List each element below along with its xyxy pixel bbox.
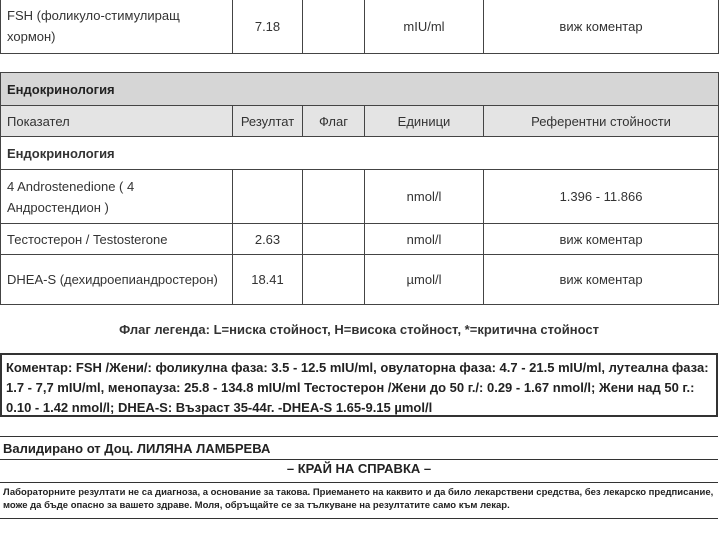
comment-box: Коментар: FSH /Жени/: фоликулна фаза: 3.5 - 12.5 mIU/ml, овулаторна фаза: 4.7 - 21.5 mIU/ml, лутеална фаза: 1.7 - 7,7 mIU/ml, менопауза: 25.8 - 134.8 mIU/ml Тестостерон /Жени до 50 г./: 0.29 - 1.67 nmol/l; Жени над 50 г.: 0.10 - 1.42 nmol/l; DHEA-S: Възраст 35-44г. -DHEA-S 1.65-9.15 µmol/l — [0, 353, 718, 417]
test-units: mIU/ml — [365, 0, 484, 54]
section-title: Ендокринология — [1, 73, 719, 106]
disclaimer: Лабораторните резултати не са диагноза, а основание за такова. Приемането на каквито и да било лекарствени средства, без лекарско предписание, може да бъде опасно за вашето здраве. Моля, обръщайте се за тълкуване на резултатите само към лекар. — [0, 482, 718, 515]
subsection-row — [1, 137, 719, 170]
fsh-table — [0, 0, 719, 54]
test-name: DHEA-S (дехидроепиандростерон) — [1, 255, 233, 305]
table-row — [1, 224, 719, 255]
test-reference: виж коментар — [484, 255, 719, 305]
bottom-divider — [0, 518, 718, 519]
header-reference: Референтни стойности — [484, 106, 719, 137]
test-units: nmol/l — [365, 224, 484, 255]
header-flag: Флаг — [303, 106, 365, 137]
test-units: nmol/l — [365, 170, 484, 224]
section-header-row — [1, 73, 719, 106]
test-name: FSH (фоликуло-стимулиращ хормон) — [1, 0, 233, 54]
test-reference: виж коментар — [484, 224, 719, 255]
column-header-row — [1, 106, 719, 137]
test-flag — [303, 255, 365, 305]
test-reference: 1.396 - 11.866 — [484, 170, 719, 224]
test-result: 2.63 — [233, 224, 303, 255]
header-name: Показател — [1, 106, 233, 137]
test-result — [233, 170, 303, 224]
test-flag — [303, 170, 365, 224]
test-units: µmol/l — [365, 255, 484, 305]
table-row — [1, 170, 719, 224]
test-result: 7.18 — [233, 0, 303, 54]
flag-legend: Флаг легенда: L=ниска стойност, H=висока стойност, *=критична стойност — [119, 322, 599, 337]
test-flag — [303, 0, 365, 54]
subsection-title: Ендокринология — [1, 137, 719, 170]
table-row — [1, 0, 719, 54]
validated-by: Валидирано от Доц. ЛИЛЯНА ЛАМБРЕВА — [0, 436, 718, 460]
test-name: Тестостерон / Testosterone — [1, 224, 233, 255]
header-result: Резултат — [233, 106, 303, 137]
endocrinology-table — [0, 72, 719, 305]
test-name: 4 Androstenedione ( 4 Андростендион ) — [1, 170, 233, 224]
end-of-report: – КРАЙ НА СПРАВКА – — [286, 461, 432, 476]
test-result: 18.41 — [233, 255, 303, 305]
test-reference: виж коментар — [484, 0, 719, 54]
table-row — [1, 255, 719, 305]
test-flag — [303, 224, 365, 255]
header-units: Единици — [365, 106, 484, 137]
